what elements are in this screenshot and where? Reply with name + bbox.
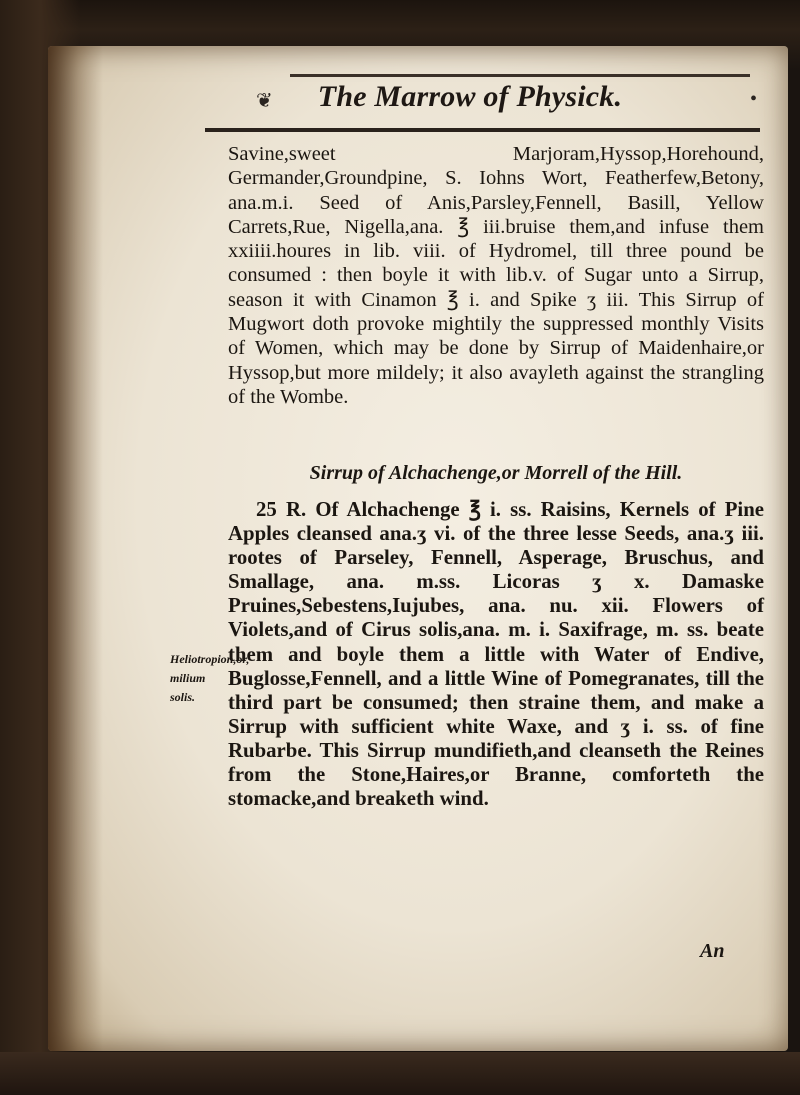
paragraph-alchachenge-recipe: 25 R. Of Alchachenge ℥ i. ss. Raisins, Kernels of Pine Apples cleansed ana.ʒ vi. of the three lesse Seeds, ana.ʒ iii. rootes of Parseley, Fennell, Asperage, Bruschus, and Smallage, ana. m.ss. Licoras ʒ x. Damaske Pruines,Sebestens,Iujubes, ana. nu. xii. Flowers of Violets,and of Cirus solis,ana. m. i. Saxifrage, m. ss. beate them and boyle them a little with Water of Endive, Buglosse,Fennell, and a little Wine of Pomegranates, till the third part be consumed; then straine them, and make a Sirrup with sufficient white Waxe, and ʒ i. ss. of fine Rubarbe. This Sirrup mundifieth,and cleanseth the Reines from the Stone,Haires,or Branne, comforteth the stomacke,and breaketh wind. bbox=[228, 498, 764, 811]
running-head: The Marrow of Physick. bbox=[317, 80, 623, 113]
paragraph-mugwort-sirrup: Savine,sweet Marjoram,Hyssop,Horehound, Germander,Groundpine, S. Iohns Wort, Featherfew,Betony, ana.m.i. Seed of Anis,Parsley,Fennell, Basill, Yellow Carrets,Rue, Nigella,ana. ℥ iii.bruise them,and infuse them xxiiii.houres in lib. viii. of Hydromel, till three pound be consumed : then boyle it with lib.v. of Sugar unto a Sirrup, season it with Cinamon ℥ i. and Spike ʒ iii. This Sirrup of Mugwort doth provoke mightily the suppressed monthly Visits of Women, which may be done by Sirrup of Maidenhaire,or Hyssop,but more mildely; it also avayleth against the strangling of the Wombe. bbox=[228, 143, 764, 408]
section-title: Sirrup of Alchachenge,or Morrell of the Hill. bbox=[309, 462, 683, 484]
page-gutter-shadow bbox=[48, 46, 103, 1051]
ornament-left-icon: ❦ bbox=[256, 90, 273, 112]
catchword: An bbox=[700, 940, 725, 962]
header-rule-top bbox=[290, 74, 750, 77]
margin-note: Heliotropion,or, milium solis. bbox=[170, 652, 250, 704]
header-rule-bottom bbox=[205, 128, 760, 132]
ornament-right-icon: • bbox=[750, 88, 758, 110]
scan-bottom-edge bbox=[0, 1052, 800, 1095]
